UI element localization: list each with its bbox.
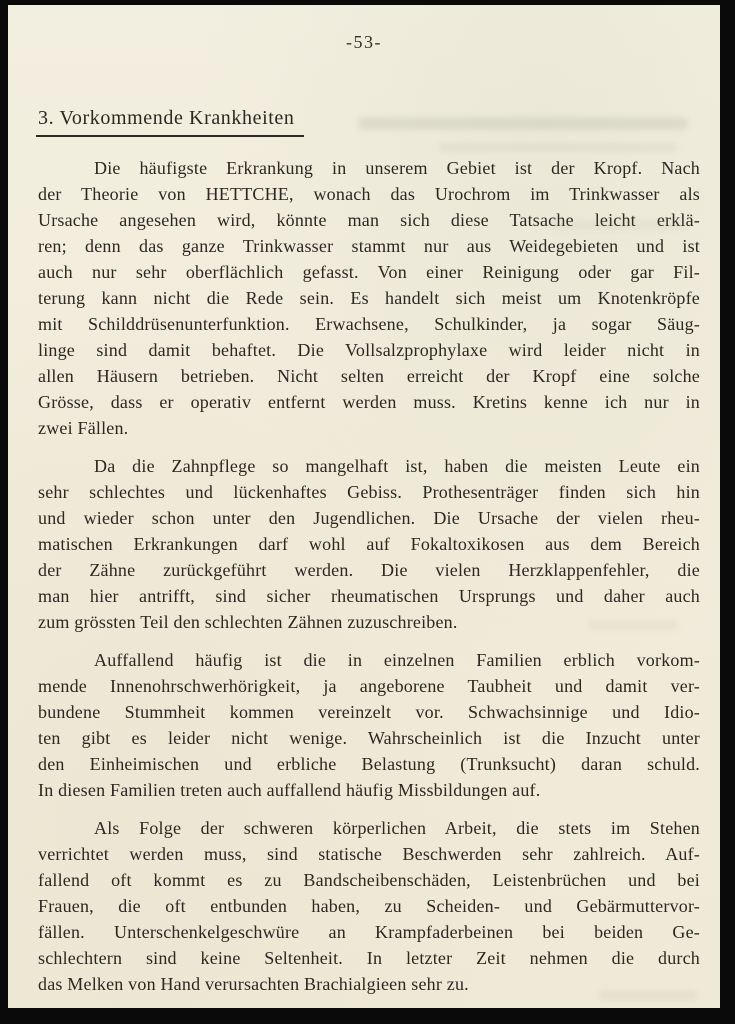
text-line: das Melken von Hand verursachten Brachialgieen sehr zu.	[38, 974, 469, 994]
text-line: allen Häusern betrieben. Nicht selten erreicht der Kropf eine solche	[38, 366, 700, 386]
text-line: Da die Zahnpflege so mangelhaft ist, haben die meisten Leute ein	[94, 456, 700, 476]
text-line: den Einheimischen und erbliche Belastung (Trunksucht) daran schuld.	[38, 754, 700, 774]
paragraph	[38, 647, 700, 803]
text-line: mit Schilddrüsenunterfunktion. Erwachsene, Schulkinder, ja sogar Säug-	[38, 314, 700, 334]
text-line: Die häufigste Erkrankung in unserem Gebiet ist der Kropf. Nach	[94, 158, 700, 178]
text-line: zum grössten Teil den schlechten Zähnen zuzuschreiben.	[38, 612, 458, 632]
text-line: mende Innenohrschwerhörigkeit, ja angeborene Taubheit und damit ver-	[38, 676, 700, 696]
text-line: fallend oft kommt es zu Bandscheibenschäden, Leistenbrüchen und bei	[38, 870, 700, 890]
text-line: verrichtet werden muss, sind statische Beschwerden sehr zahlreich. Auf-	[38, 844, 700, 864]
text-line: Als Folge der schweren körperlichen Arbeit, die stets im Stehen	[94, 818, 700, 838]
scan-ghost-artifact	[438, 143, 678, 152]
text-line: fällen. Unterschenkelgeschwüre an Krampfaderbeinen bei beiden Ge-	[38, 922, 700, 942]
paragraph	[38, 815, 700, 997]
text-line: man hier antrifft, sind sicher rheumatischen Ursprungs und daher auch	[38, 586, 700, 606]
section-heading-row	[38, 107, 700, 137]
paragraph	[38, 453, 700, 635]
page-number: -53-	[346, 32, 382, 52]
text-line: linge sind damit behaftet. Die Vollsalzprophylaxe wird leider nicht in	[38, 340, 700, 360]
text-line: ten gibt es leider nicht wenige. Wahrscheinlich ist die Inzucht unter	[38, 728, 700, 748]
section-heading: 3. Vorkommende Krankheiten	[36, 107, 304, 137]
body-text	[38, 155, 700, 997]
text-line: Frauen, die oft entbunden haben, zu Scheiden- und Gebärmuttervor-	[38, 896, 700, 916]
text-line: In diesen Familien treten auch auffallend häufig Missbildungen auf.	[38, 780, 541, 800]
text-line: sehr schlechtes und lückenhaftes Gebiss. Prothesenträger finden sich hin	[38, 482, 700, 502]
text-line: Grösse, dass er operativ entfernt werden muss. Kretins kenne ich nur in	[38, 392, 700, 412]
text-line: und wieder schon unter den Jugendlichen. Die Ursache der vielen rheu-	[38, 508, 700, 528]
text-line: zwei Fällen.	[38, 418, 129, 438]
text-line: der Zähne zurückgeführt werden. Die vielen Herzklappenfehler, die	[38, 560, 700, 580]
text-line: schlechtern sind keine Seltenheit. In letzter Zeit nehmen die durch	[38, 948, 700, 968]
text-line: auch nur sehr oberflächlich gefasst. Von einer Reinigung oder gar Fil-	[38, 262, 700, 282]
text-line: terung kann nicht die Rede sein. Es handelt sich meist um Knotenkröpfe	[38, 288, 700, 308]
document-page	[8, 5, 720, 1008]
text-line: ren; denn das ganze Trinkwasser stammt nur aus Weidegebieten und ist	[38, 236, 700, 256]
text-line: bundene Stummheit kommen vereinzelt vor. Schwachsinnige und Idio-	[38, 702, 700, 722]
text-line: Auffallend häufig ist die in einzelnen Familien erblich vorkom-	[94, 650, 700, 670]
text-line: Ursache angesehen wird, könnte man sich diese Tatsache leicht erklä-	[38, 210, 700, 230]
text-line: matischen Erkrankungen darf wohl auf Fokaltoxikosen aus dem Bereich	[38, 534, 700, 554]
text-line: der Theorie von HETTCHE, wonach das Urochrom im Trinkwasser als	[38, 184, 700, 204]
paragraph	[38, 155, 700, 441]
